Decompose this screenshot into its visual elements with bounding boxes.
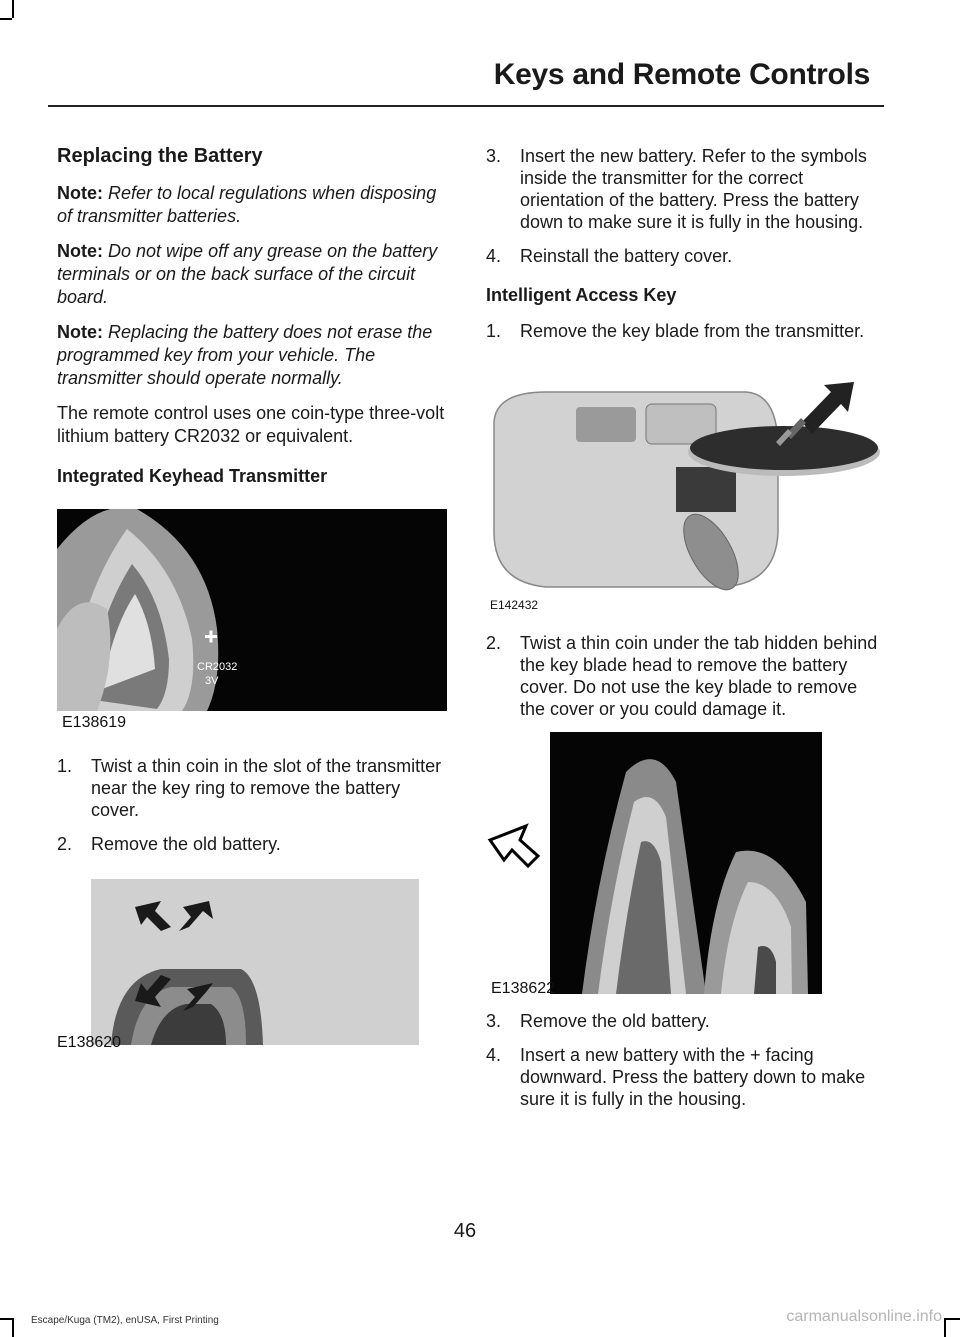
page-header-title: Keys and Remote Controls bbox=[493, 58, 870, 91]
step-number: 2. bbox=[486, 633, 502, 653]
note bbox=[57, 182, 449, 228]
crop-mark bbox=[12, 0, 14, 18]
figure-id: E138622 bbox=[491, 980, 556, 997]
access-key-illustration bbox=[486, 382, 882, 592]
note-label: Note: bbox=[57, 241, 103, 261]
step-text: Reinstall the battery cover. bbox=[520, 246, 733, 266]
footer-publication-info: Escape/Kuga (TM2), enUSA, First Printing bbox=[31, 1315, 219, 1326]
crop-mark bbox=[12, 1318, 14, 1337]
crop-mark bbox=[944, 1318, 946, 1337]
list-item bbox=[57, 833, 449, 855]
list-item bbox=[486, 245, 882, 267]
figure-access-key-blade bbox=[486, 382, 882, 618]
crop-mark bbox=[0, 18, 12, 20]
note-text: Do not wipe off any grease on the battery terminals or on the back surface of the circuit board. bbox=[57, 241, 438, 307]
header-divider bbox=[48, 105, 884, 107]
watermark: carmanualsonline.info bbox=[786, 1308, 942, 1325]
step-text: Twist a thin coin under the tab hidden behind the key blade head to remove the battery cover. Do not use the key blade to remove the cover or you could damage it. bbox=[520, 633, 878, 719]
crop-mark bbox=[0, 1318, 12, 1320]
step-text: Insert the new battery. Refer to the symbols inside the transmitter for the correct orientation of the battery. Press the battery down to make sure it is fully in the housing. bbox=[520, 146, 867, 232]
figure-id: E142432 bbox=[490, 598, 539, 612]
note-text: Refer to local regulations when disposing of transmitter batteries. bbox=[57, 183, 437, 226]
keyhead-open-illustration bbox=[91, 879, 419, 1045]
right-column bbox=[486, 145, 882, 1122]
subsection-heading: Intelligent Access Key bbox=[486, 285, 677, 305]
step-text: Insert a new battery with the + facing downward. Press the battery down to make sure it is fully in the housing. bbox=[520, 1045, 866, 1109]
list-item bbox=[486, 632, 882, 720]
list-item bbox=[486, 1010, 882, 1032]
step-text: Remove the key blade from the transmitter. bbox=[520, 321, 865, 341]
left-column bbox=[57, 145, 449, 1049]
step-number: 4. bbox=[486, 1045, 502, 1065]
step-text: Twist a thin coin in the slot of the transmitter near the key ring to remove the battery cover. bbox=[91, 756, 442, 820]
access-key-cover-illustration bbox=[486, 732, 822, 994]
steps-list bbox=[486, 145, 882, 267]
page-number: 46 bbox=[453, 1220, 477, 1242]
battery-voltage-label: 3V bbox=[205, 675, 219, 687]
steps-list bbox=[486, 632, 882, 720]
note-label: Note: bbox=[57, 322, 103, 342]
list-item bbox=[57, 755, 449, 821]
figure-access-key-cover bbox=[486, 732, 882, 997]
list-item bbox=[486, 1044, 882, 1110]
step-number: 1. bbox=[57, 756, 73, 776]
figure-keyhead-battery bbox=[57, 509, 447, 737]
arrow-icon bbox=[490, 826, 538, 866]
subsection-heading: Integrated Keyhead Transmitter bbox=[57, 466, 328, 486]
keyhead-transmitter-illustration bbox=[57, 509, 447, 711]
step-text: Remove the old battery. bbox=[91, 834, 281, 854]
note-label: Note: bbox=[57, 183, 103, 203]
note-text: Replacing the battery does not erase the programmed key from your vehicle. The transmitter should operate normally. bbox=[57, 322, 433, 388]
step-number: 3. bbox=[486, 1011, 502, 1031]
note bbox=[57, 240, 449, 309]
steps-list bbox=[57, 755, 449, 855]
figure-id: E138619 bbox=[62, 714, 127, 731]
crop-mark bbox=[946, 1318, 960, 1320]
step-number: 2. bbox=[57, 834, 73, 854]
figure-id: E138620 bbox=[57, 1034, 122, 1051]
section-heading: Replacing the Battery bbox=[57, 145, 263, 167]
step-text: Remove the old battery. bbox=[520, 1011, 710, 1031]
intro-paragraph: The remote control uses one coin-type three-volt lithium battery CR2032 or equivalent. bbox=[57, 403, 445, 446]
battery-type-label: CR2032 bbox=[197, 661, 238, 673]
steps-list bbox=[486, 320, 882, 342]
list-item bbox=[486, 320, 882, 342]
step-number: 1. bbox=[486, 321, 502, 341]
note bbox=[57, 321, 449, 390]
list-item bbox=[486, 145, 882, 233]
steps-list bbox=[486, 1010, 882, 1110]
figure-keyhead-open bbox=[57, 879, 449, 1049]
step-number: 4. bbox=[486, 246, 502, 266]
step-number: 3. bbox=[486, 146, 502, 166]
